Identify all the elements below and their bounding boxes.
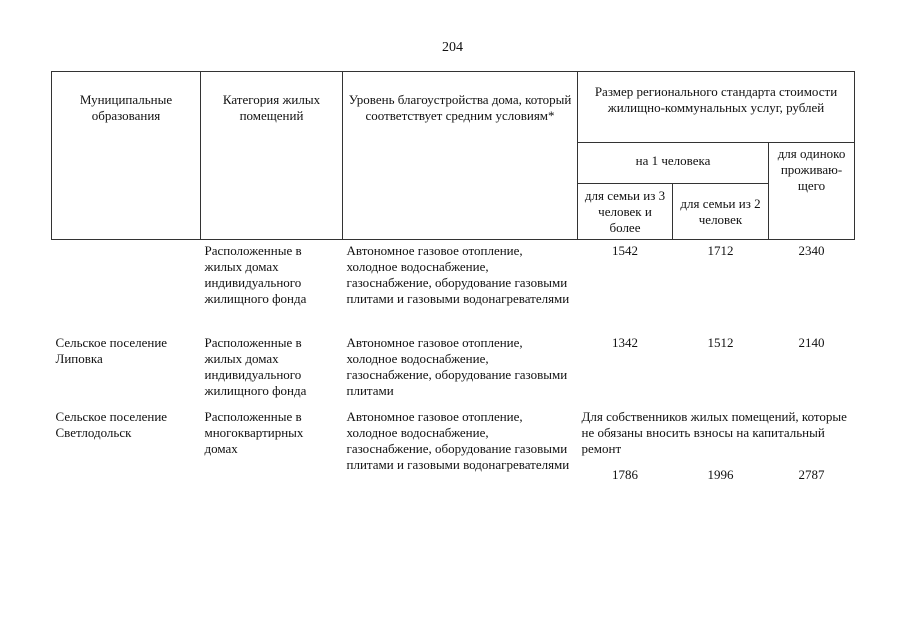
table-body (52, 240, 855, 484)
cell-amenities: Автономное газовое отопление, холодное водоснабжение, газоснабжение, оборудование газовыми плитами и газовыми водонагревателями (346, 243, 570, 306)
cell-amenities: Автономное газовое отопление, холодное водоснабжение, газоснабжение, оборудование газовыми плитами и газовыми водонагревателями (346, 409, 570, 472)
cell-ownership-note: Для собственников жилых помещений, которые не обязаны вносить взносы на капитальный ремонт (581, 409, 847, 456)
header-single-resident: для одиноко проживаю-щего (769, 143, 855, 240)
table-row (52, 331, 855, 405)
header-amenities: Уровень благоустройства дома, который соответствует средним условиям* (343, 72, 578, 240)
cell-family-3: 1342 (612, 335, 638, 350)
table-row (52, 405, 855, 467)
cell-family-2: 1712 (707, 243, 734, 258)
header-family-2: для семьи из 2 человек (673, 184, 769, 240)
header-standard-size: Размер регионального стандарта стоимости жилищно-коммунальных услуг, рублей (578, 72, 855, 143)
table-header (52, 72, 855, 240)
page-number: 204 (442, 40, 463, 55)
cell-family-3: 1542 (612, 243, 638, 258)
table-row (52, 240, 855, 332)
regional-standard-table (51, 71, 855, 483)
cell-amenities: Автономное газовое отопление, холодное водоснабжение, газоснабжение, оборудование газовыми плитами (346, 335, 568, 398)
cell-family-2: 1996 (707, 467, 734, 482)
cell-single: 2787 (798, 467, 825, 482)
header-family-3: для семьи из 3 человек и более (578, 184, 673, 240)
header-per-person: на 1 человека (578, 143, 769, 184)
cell-single: 2340 (798, 243, 825, 258)
cell-family-2: 1512 (707, 335, 734, 350)
header-category: Категория жилых помещений (201, 72, 343, 240)
cell-category: Расположенные в многоквартирных домах (204, 409, 304, 456)
cell-single: 2140 (798, 335, 825, 350)
cell-category: Расположенные в жилых домах индивидуального жилищного фонда (204, 335, 307, 398)
header-municipality: Муниципальные образования (52, 72, 201, 240)
cell-municipality (52, 240, 201, 332)
cell-municipality: Сельское поселение Липовка (55, 335, 168, 366)
cell-family-3: 1786 (612, 467, 638, 482)
cell-municipality: Сельское поселение Светлодольск (55, 409, 168, 440)
cell-category: Расположенные в жилых домах индивидуального жилищного фонда (204, 243, 307, 306)
